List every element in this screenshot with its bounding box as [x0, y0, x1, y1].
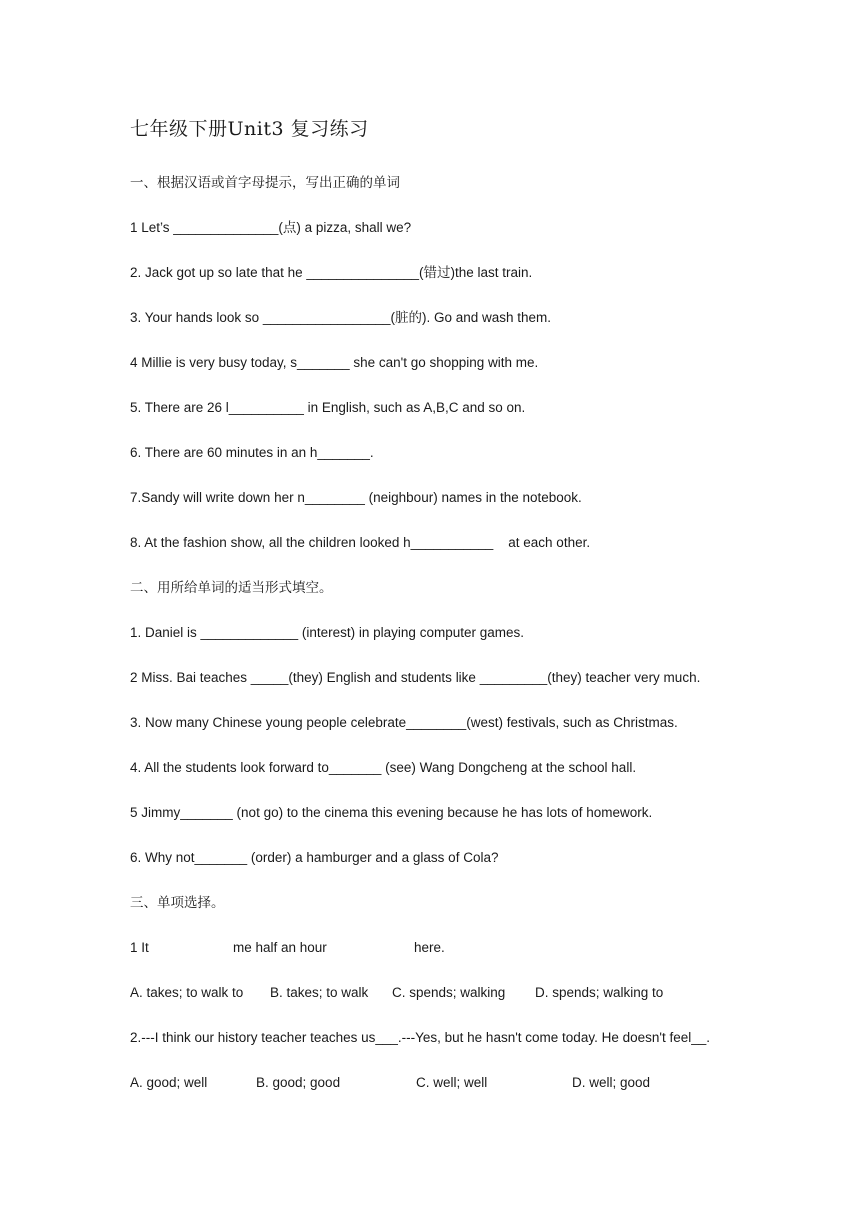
exercise-item: 2. Jack got up so late that he _______________(错过)the last train. — [130, 265, 533, 280]
option-a: A. good; well — [130, 1075, 208, 1090]
question-1-part-c: here. — [414, 940, 445, 955]
document-title: 七年级下册Unit3 复习练习 — [130, 118, 369, 140]
exercise-item: 8. At the fashion show, all the children looked h___________ at each other. — [130, 535, 591, 550]
exercise-item: 7.Sandy will write down her n________ (neighbour) names in the notebook. — [130, 490, 582, 505]
exercise-item: 1. Daniel is _____________ (interest) in playing computer games. — [130, 625, 524, 640]
option-c: C. well; well — [416, 1075, 488, 1090]
question-1-part-b: me half an hour — [233, 940, 327, 955]
exercise-item: 3. Your hands look so _________________(脏的). Go and wash them. — [130, 310, 552, 325]
question-2: 2.---I think our history teacher teaches us___.---Yes, but he hasn't come today. He doesn't feel__. — [130, 1030, 710, 1045]
option-c: C. spends; walking — [392, 985, 506, 1000]
section-heading-1: 一、根据汉语或首字母提示，写出正确的单词 — [130, 175, 400, 191]
exercise-item: 4. All the students look forward to_______ (see) Wang Dongcheng at the school hall. — [130, 760, 637, 775]
exercise-item: 3. Now many Chinese young people celebrate________(west) festivals, such as Christmas. — [130, 715, 678, 730]
section-heading-3: 三、单项选择。 — [130, 895, 225, 911]
exercise-item: 6. There are 60 minutes in an h_______. — [130, 445, 374, 460]
question-1-options — [130, 984, 730, 1002]
option-b: B. good; good — [256, 1075, 341, 1090]
exercise-item: 5. There are 26 l__________ in English, such as A,B,C and so on. — [130, 400, 526, 415]
exercise-item: 4 Millie is very busy today, s_______ she can't go shopping with me. — [130, 355, 539, 370]
option-d: D. well; good — [572, 1075, 651, 1090]
section-heading-2: 二、用所给单词的适当形式填空。 — [130, 580, 333, 596]
exercise-item: 1 Let’s ______________(点) a pizza, shall we? — [130, 220, 412, 235]
question-1 — [130, 939, 730, 957]
exercise-item: 2 Miss. Bai teaches _____(they) English and students like _________(they) teacher very much. — [130, 670, 701, 685]
option-d: D. spends; walking to — [535, 985, 664, 1000]
option-b: B. takes; to walk — [270, 985, 369, 1000]
option-a: A. takes; to walk to — [130, 985, 244, 1000]
exercise-item: 6. Why not_______ (order) a hamburger and a glass of Cola? — [130, 850, 499, 865]
question-2-options — [130, 1074, 730, 1092]
question-1-part-a: 1 It — [130, 940, 149, 955]
exercise-item: 5 Jimmy_______ (not go) to the cinema this evening because he has lots of homework. — [130, 805, 653, 820]
